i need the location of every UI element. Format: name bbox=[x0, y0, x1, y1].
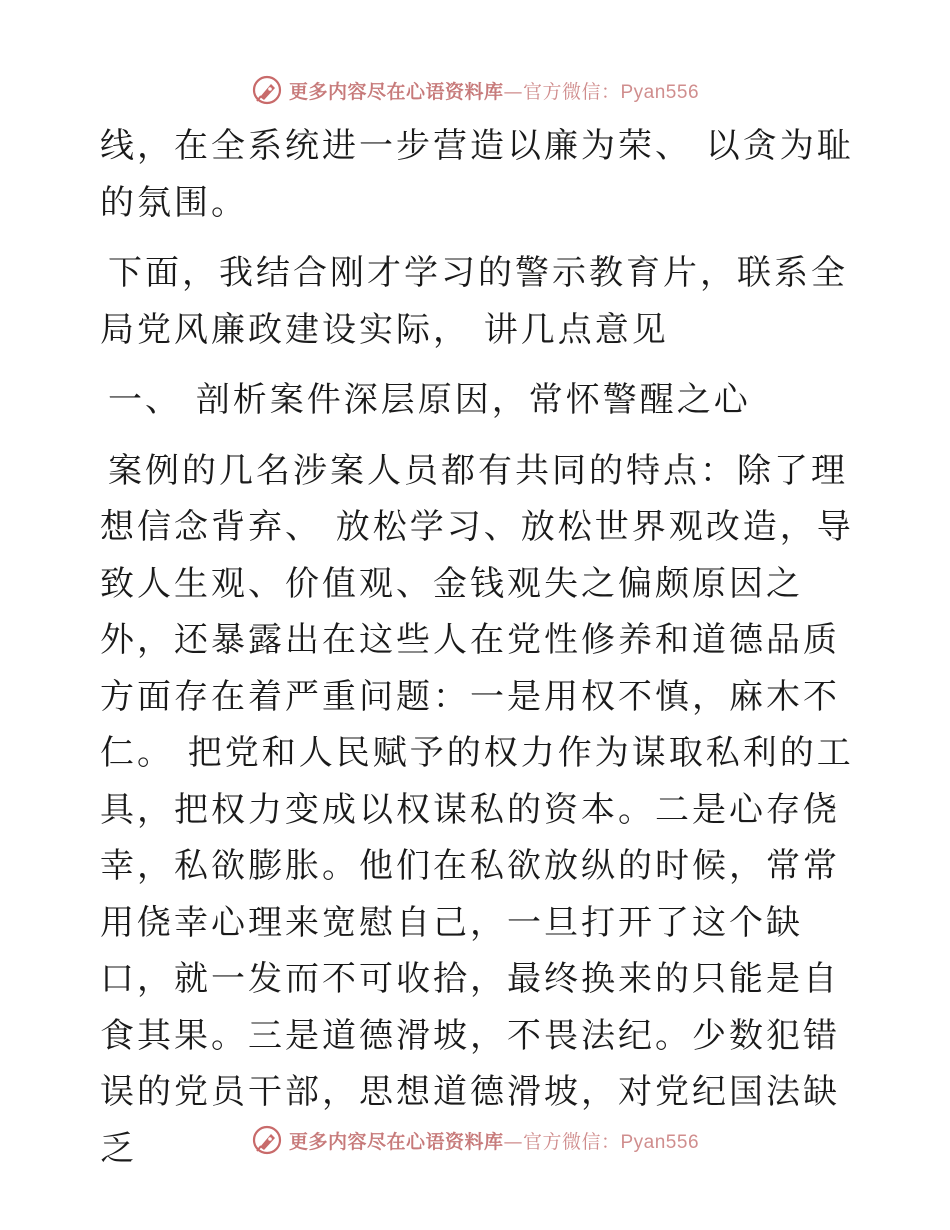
watermark-site-text: 更多内容尽在心语资料库 bbox=[288, 1130, 504, 1153]
pen-nib-logo-icon bbox=[251, 74, 283, 106]
footer-watermark bbox=[0, 1120, 950, 1160]
watermark-wechat-label: 官方微信： bbox=[522, 80, 621, 103]
watermark-wechat-label: 官方微信： bbox=[522, 1130, 621, 1153]
watermark-wechat-id: Pyan556 bbox=[620, 1131, 700, 1153]
section-heading: 一、 剖析案件深层原因，常怀警醒之心 bbox=[108, 380, 751, 420]
header-watermark bbox=[0, 70, 950, 110]
pen-nib-logo-icon bbox=[251, 1124, 283, 1156]
paragraph: 案例的几名涉案人员都有共同的特点：除了理想信念背弃、 放松学习、放松世界观改造，导致人生观、价值观、金钱观失之偏颇原因之外，还暴露出在这些人在党性修养和道德品质方面存在着严重问题：一是用权不慎，麻木不仁。 把党和人民赋予的权力作为谋取私利的工具，把权力变成以权谋私的资本。二是心存侥幸，私欲膨胀。他们在私欲放纵的时候，常常用侥幸心理来宽慰自己，一旦打开了这个缺口，就一发而不可收拾，最终换来的只能是自食其果。三是道德滑坡，不畏法纪。少数犯错误的党员干部，思想道德滑坡，对党纪国法缺乏 bbox=[100, 450, 854, 1169]
paragraph: 下面，我结合刚才学习的警示教育片，联系全局党风廉政建设实际， 讲几点意见 bbox=[100, 253, 848, 350]
watermark-wechat-id: Pyan556 bbox=[620, 81, 700, 103]
watermark-site-text: 更多内容尽在心语资料库 bbox=[288, 80, 504, 103]
watermark-text bbox=[289, 1127, 699, 1154]
paragraph: 线，在全系统进一步营造以廉为荣、 以贪为耻的氛围。 bbox=[100, 126, 854, 223]
watermark-separator: — bbox=[503, 80, 523, 103]
document-body bbox=[100, 118, 860, 1191]
watermark-text bbox=[289, 77, 699, 104]
watermark-separator: — bbox=[503, 1130, 523, 1153]
